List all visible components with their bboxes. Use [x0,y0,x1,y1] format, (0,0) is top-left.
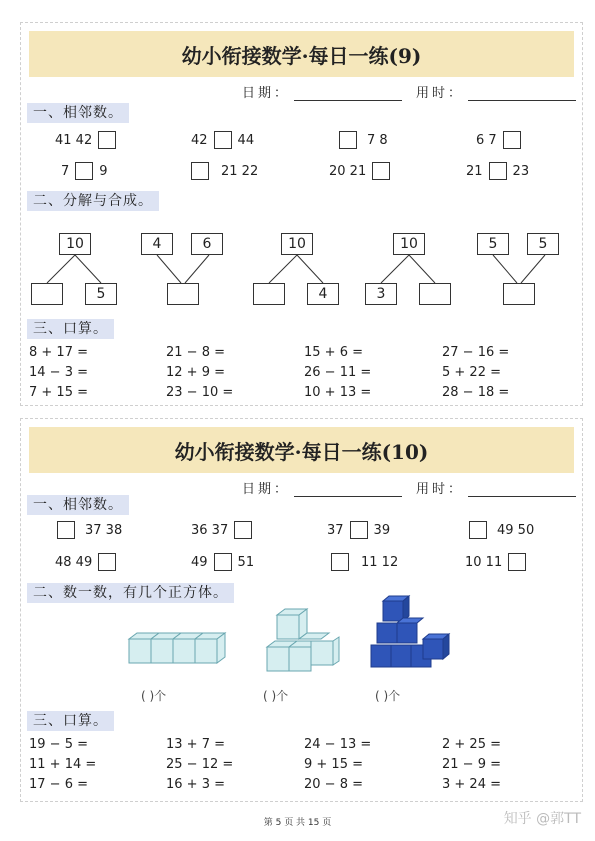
cube-count-blank[interactable]: ( )个 [375,689,401,703]
answer-box[interactable] [339,131,357,149]
answer-box[interactable] [350,521,368,539]
adjacent-item: 11 12 [325,551,398,573]
cube-row-figure [121,629,231,673]
worksheet-title: 幼小衔接数学·每日一练(9) [181,43,422,68]
tree-bottom-number: 5 [85,283,117,305]
answer-box[interactable] [234,521,252,539]
answer-box[interactable] [331,553,349,571]
adjacent-item: 49 51 [191,554,255,570]
answer-box[interactable] [191,162,209,180]
watermark: 知乎 @郭TT [503,811,581,827]
calc-item: 2 + 25 = [442,737,501,752]
calc-item: 15 + 6 = [304,345,363,360]
time-label: 用时： [415,482,464,497]
adjacent-item: 10 11 [465,551,532,573]
answer-box[interactable] [57,521,75,539]
cube-stack-figure [261,607,341,677]
answer-box[interactable] [489,162,507,180]
calc-item: 3 + 24 = [442,777,501,792]
adjacent-item: 36 37 [191,519,258,541]
adjacent-row-2 [21,160,582,182]
tree-top-number: 5 [477,233,509,255]
number-tree [139,233,229,313]
date-time-line [242,82,576,101]
tree-top-number: 10 [281,233,313,255]
number-tree [251,233,341,313]
worksheet-title: 幼小衔接数学·每日一练(10) [174,439,429,464]
cube-pyramid-figure [367,593,457,677]
calc-item: 21 − 9 = [442,757,501,772]
title-bar [29,427,574,473]
cube-count-blank[interactable]: ( )个 [263,689,289,703]
tree-top-number: 6 [191,233,223,255]
adjacent-item: 41 42 [55,129,122,151]
page-footer: 第 5 页 共 15 页 [263,818,332,828]
answer-box[interactable] [98,553,116,571]
tree-top-number: 4 [141,233,173,255]
date-field[interactable] [294,482,402,497]
calc-item: 20 − 8 = [304,777,363,792]
calc-item: 17 − 6 = [29,777,88,792]
tree-top-number: 10 [393,233,425,255]
number-tree [475,233,565,313]
date-time-line [242,478,576,497]
answer-box[interactable] [503,131,521,149]
calc-item: 21 − 8 = [166,345,225,360]
calc-item: 19 − 5 = [29,737,88,752]
answer-box[interactable] [214,553,232,571]
calc-item: 8 + 17 = [29,345,88,360]
time-field[interactable] [468,86,576,101]
number-tree [363,233,453,313]
adjacent-row-1 [21,129,582,151]
calc-item: 5 + 22 = [442,365,501,380]
calc-item: 11 + 14 = [29,757,97,772]
tree-bottom-number: 3 [365,283,397,305]
section-adjacent-numbers: 一、相邻数。 [27,495,129,515]
section-mental-math: 三、口算。 [27,319,114,339]
worksheet-9 [20,22,583,406]
time-field[interactable] [468,482,576,497]
section-decompose: 二、分解与合成。 [27,191,159,211]
tree-bottom-number: 4 [307,283,339,305]
tree-answer-box[interactable] [167,283,199,305]
answer-box[interactable] [508,553,526,571]
tree-answer-box[interactable] [31,283,63,305]
calc-item: 26 − 11 = [304,365,372,380]
calc-item: 27 − 16 = [442,345,510,360]
calc-item: 25 − 12 = [166,757,234,772]
tree-answer-box[interactable] [419,283,451,305]
answer-box[interactable] [214,131,232,149]
adjacent-item: 20 21 [329,160,396,182]
adjacent-item: 49 50 [463,519,534,541]
adjacent-item: 6 7 [476,129,527,151]
adjacent-item: 7 9 [61,163,108,179]
answer-box[interactable] [469,521,487,539]
adjacent-item: 37 39 [327,522,391,538]
adjacent-item: 42 44 [191,132,255,148]
adjacent-item: 48 49 [55,551,122,573]
calc-item: 28 − 18 = [442,385,510,400]
answer-box[interactable] [372,162,390,180]
adjacent-item: 21 23 [466,163,530,179]
adjacent-item: 7 8 [333,129,388,151]
calc-item: 9 + 15 = [304,757,363,772]
section-mental-math: 三、口算。 [27,711,114,731]
adjacent-row-2 [21,551,582,573]
adjacent-row-1 [21,519,582,541]
calc-item: 10 + 13 = [304,385,372,400]
calc-item: 23 − 10 = [166,385,234,400]
tree-top-number: 5 [527,233,559,255]
adjacent-item: 21 22 [185,160,258,182]
calc-item: 12 + 9 = [166,365,225,380]
calc-item: 7 + 15 = [29,385,88,400]
section-adjacent-numbers: 一、相邻数。 [27,103,129,123]
answer-box[interactable] [98,131,116,149]
number-tree [29,233,119,313]
date-field[interactable] [294,86,402,101]
section-count-cubes: 二、数一数，有几个正方体。 [27,583,234,603]
date-label: 日期： [241,482,290,497]
tree-top-number: 10 [59,233,91,255]
date-label: 日期： [241,86,290,101]
calc-item: 13 + 7 = [166,737,225,752]
tree-answer-box[interactable] [503,283,535,305]
cube-count-blank[interactable]: ( )个 [141,689,167,703]
calc-item: 16 + 3 = [166,777,225,792]
calc-item: 14 − 3 = [29,365,88,380]
answer-box[interactable] [75,162,93,180]
tree-answer-box[interactable] [253,283,285,305]
title-bar [29,31,574,77]
adjacent-item: 37 38 [51,519,122,541]
worksheet-10 [20,418,583,802]
time-label: 用时： [415,86,464,101]
calc-item: 24 − 13 = [304,737,372,752]
